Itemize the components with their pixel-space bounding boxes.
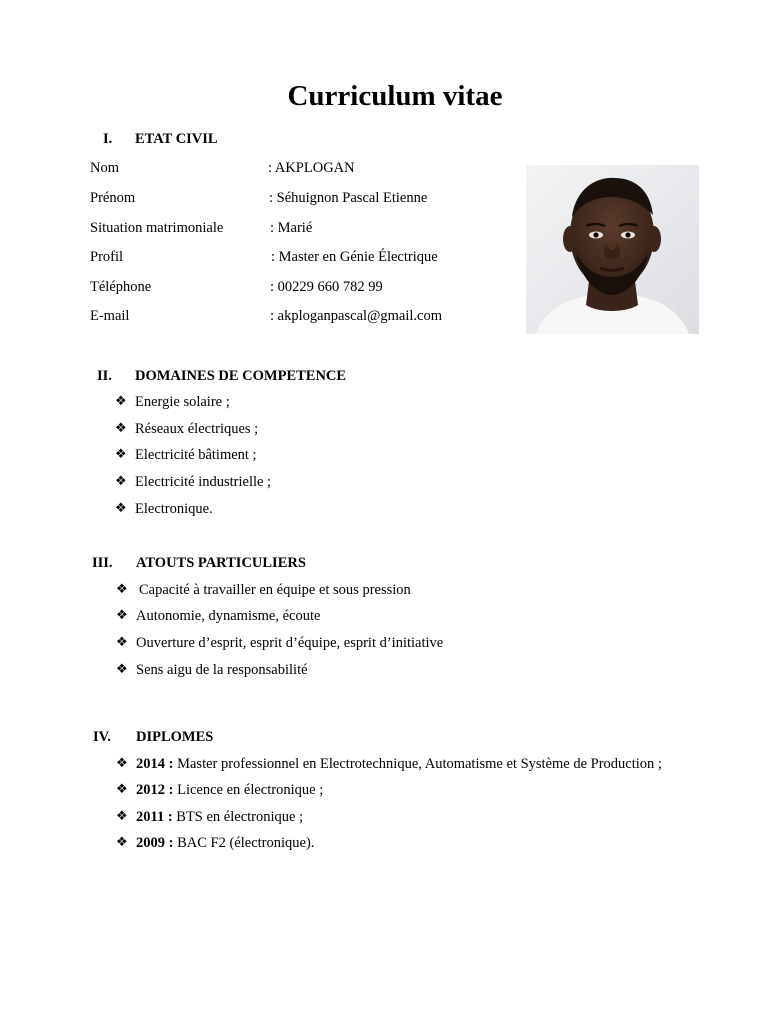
diamond-bullet-icon: ❖	[115, 394, 127, 409]
section-number: III.	[92, 555, 113, 571]
section-label: DIPLOMES	[136, 729, 214, 745]
diploma-year: 2014 :	[136, 756, 174, 772]
diamond-bullet-icon: ❖	[115, 474, 127, 489]
list-item-text: Capacité à travailler en équipe et sous pression	[139, 582, 411, 598]
field-label-prenom: Prénom	[90, 190, 136, 206]
portrait-illustration	[526, 165, 699, 334]
list-item-text: Autonomie, dynamisme, écoute	[136, 608, 321, 624]
field-label-profil: Profil	[90, 249, 124, 265]
diamond-bullet-icon: ❖	[116, 756, 128, 771]
section-number: IV.	[93, 729, 111, 745]
diploma-title: Licence en électronique ;	[173, 782, 324, 798]
field-value-nom: : AKPLOGAN	[268, 160, 355, 176]
diploma-title: Master professionnel en Electrotechnique, Automatisme et Système de Production ;	[173, 756, 662, 772]
field-value-email: : akploganpascal@gmail.com	[270, 308, 442, 324]
diamond-bullet-icon: ❖	[116, 662, 128, 677]
diploma-year: 2009 :	[136, 835, 174, 851]
field-label-situation: Situation matrimoniale	[90, 220, 224, 236]
section-label: DOMAINES DE COMPETENCE	[135, 368, 347, 384]
diploma-year: 2012 :	[136, 782, 174, 798]
diamond-bullet-icon: ❖	[115, 421, 127, 436]
diamond-bullet-icon: ❖	[116, 809, 128, 824]
list-item-text	[136, 782, 323, 799]
diploma-title: BTS en électronique ;	[172, 809, 304, 825]
list-item-text: Electronique.	[135, 501, 213, 517]
diploma-year: 2011 :	[136, 809, 173, 825]
diamond-bullet-icon: ❖	[116, 582, 128, 597]
field-label-nom: Nom	[90, 160, 119, 176]
diamond-bullet-icon: ❖	[116, 635, 128, 650]
list-item-text: Electricité industrielle ;	[135, 474, 272, 490]
list-item-text: Sens aigu de la responsabilité	[136, 662, 308, 678]
field-value-situation: : Marié	[270, 220, 313, 236]
diamond-bullet-icon: ❖	[115, 447, 127, 462]
page-title: Curriculum vitae	[287, 80, 503, 112]
list-item-text	[136, 809, 303, 826]
section-label: ETAT CIVIL	[135, 131, 218, 147]
diamond-bullet-icon: ❖	[116, 782, 128, 797]
list-item-text: Electricité bâtiment ;	[135, 447, 257, 463]
profile-photo	[526, 165, 699, 334]
list-item-text: Réseaux électriques ;	[135, 421, 259, 437]
list-item-text	[136, 756, 662, 773]
field-label-telephone: Téléphone	[90, 279, 152, 295]
list-item-text: Ouverture d’esprit, esprit d’équipe, esprit d’initiative	[136, 635, 444, 651]
list-item-text: Energie solaire ;	[135, 394, 230, 410]
field-value-prenom: : Séhuignon Pascal Etienne	[269, 190, 428, 206]
field-label-email: E-mail	[90, 308, 130, 324]
diamond-bullet-icon: ❖	[116, 835, 128, 850]
section-number: I.	[103, 131, 113, 147]
diamond-bullet-icon: ❖	[115, 501, 127, 516]
diamond-bullet-icon: ❖	[116, 608, 128, 623]
section-number: II.	[97, 368, 112, 384]
list-item-text	[136, 835, 314, 852]
section-label: ATOUTS PARTICULIERS	[136, 555, 306, 571]
field-value-profil: : Master en Génie Électrique	[271, 249, 438, 265]
field-value-telephone: : 00229 660 782 99	[270, 279, 383, 295]
diploma-title: BAC F2 (électronique).	[173, 835, 315, 851]
